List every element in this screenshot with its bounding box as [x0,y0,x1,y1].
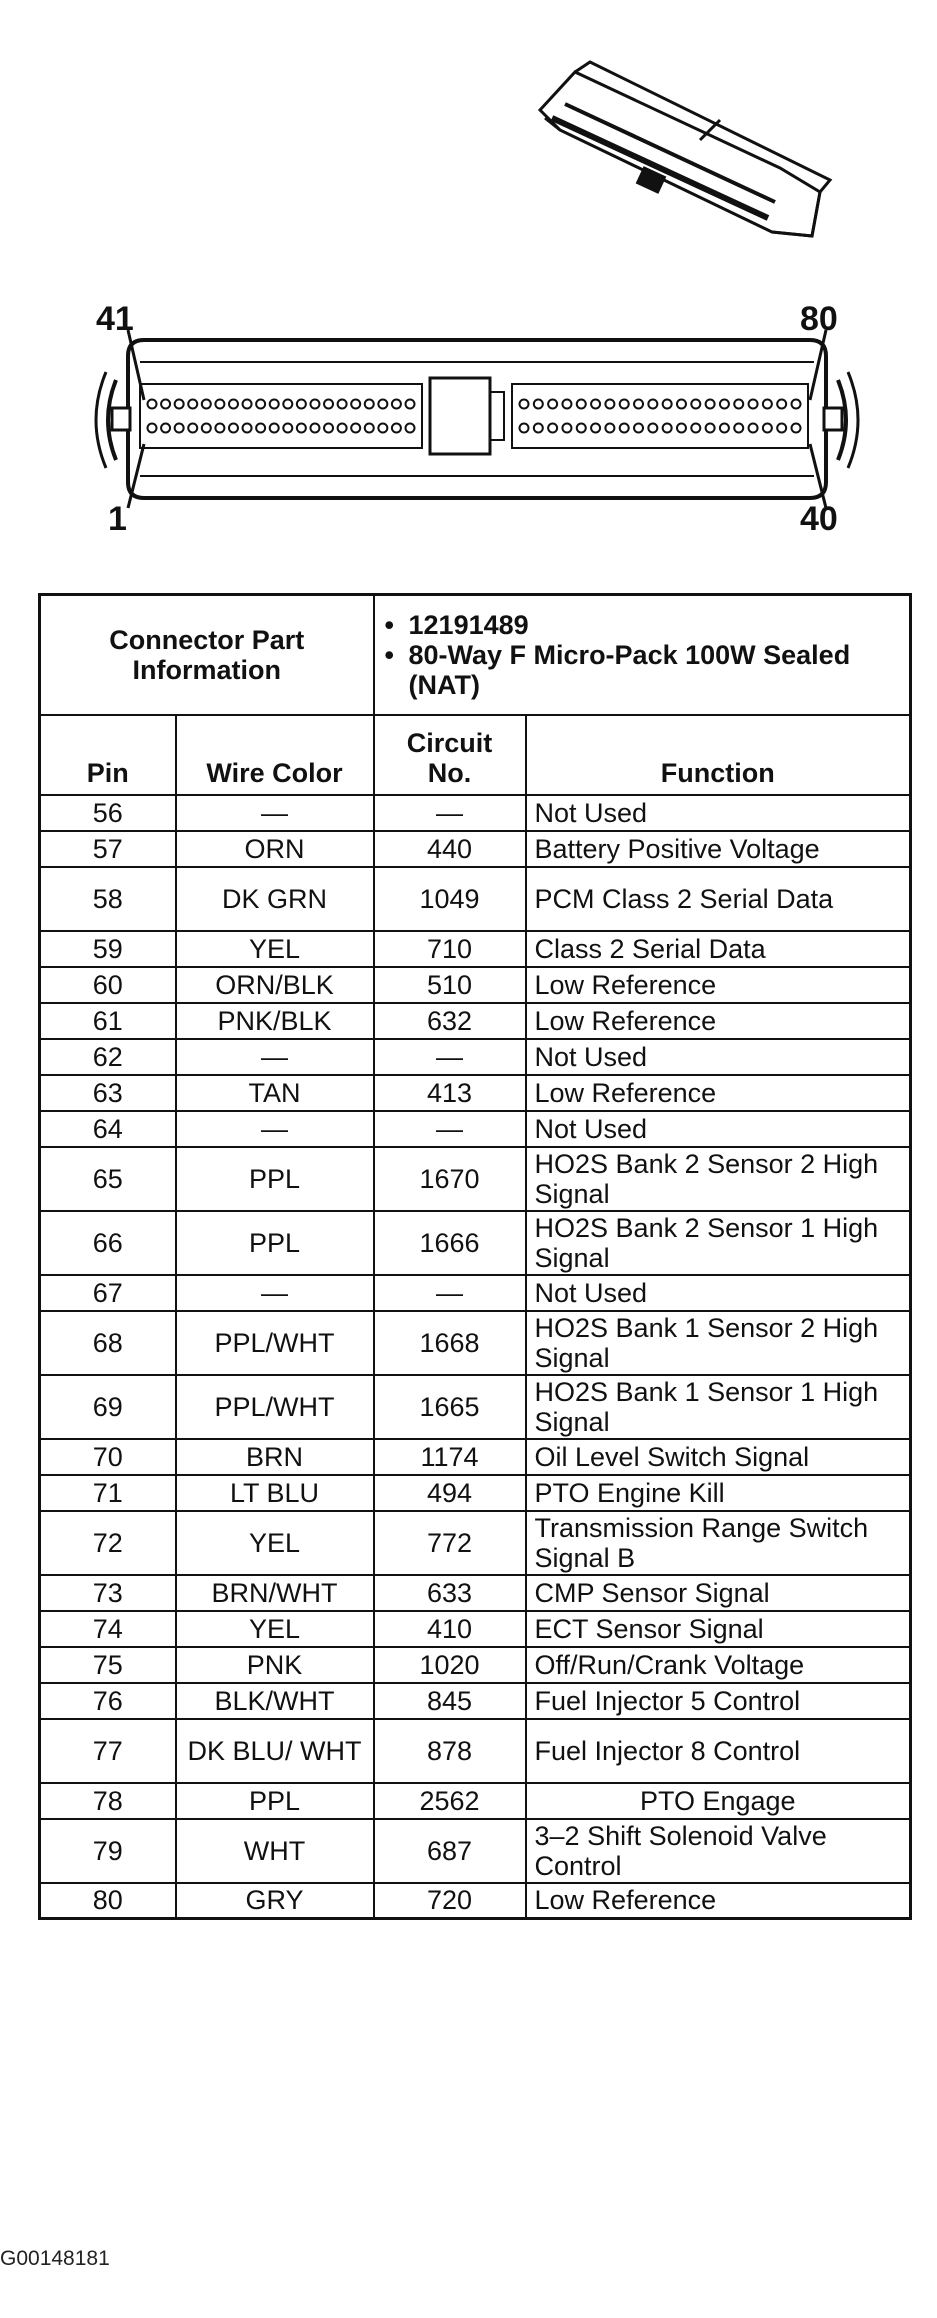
pin-socket [406,400,415,409]
col-header-pin: Pin [40,715,176,795]
circuit-no-cell: — [374,1039,526,1075]
wire-color-cell: ORN/BLK [176,967,374,1003]
function-cell: Low Reference [526,1003,911,1039]
figure-id: G00148181 [0,2247,110,2270]
pin-socket [749,400,758,409]
pin-socket [777,424,786,433]
function-cell: Battery Positive Voltage [526,831,911,867]
pin-array-right [520,400,801,433]
wire-color-cell: PPL [176,1783,374,1819]
pin-socket [591,424,600,433]
pin-cell: 63 [40,1075,176,1111]
pin-socket [634,424,643,433]
pin-socket [406,424,415,433]
wire-color-cell: PPL [176,1211,374,1275]
circuit-no-cell: 1668 [374,1311,526,1375]
pin-socket [297,424,306,433]
pin-socket [338,400,347,409]
pin-cell: 68 [40,1311,176,1375]
function-cell: HO2S Bank 2 Sensor 2 High Signal [526,1147,911,1211]
pin-cell: 60 [40,967,176,1003]
circuit-no-cell: 772 [374,1511,526,1575]
wire-color-cell: TAN [176,1075,374,1111]
table-row [40,1039,911,1075]
pin-socket [577,424,586,433]
wire-color-cell: PPL [176,1147,374,1211]
wire-color-cell: YEL [176,1511,374,1575]
pin-socket [734,424,743,433]
pin-cell: 66 [40,1211,176,1275]
connector-drawing [0,0,937,590]
pin-socket [283,400,292,409]
wire-color-cell: WHT [176,1819,374,1883]
pin-socket [161,400,170,409]
table-row [40,931,911,967]
pin-socket [605,424,614,433]
pin-socket [202,424,211,433]
pin-socket [749,424,758,433]
pin-socket [620,424,629,433]
circuit-no-cell: 494 [374,1475,526,1511]
table-row [40,1475,911,1511]
pin-socket [175,400,184,409]
pin-socket [175,424,184,433]
table-row [40,867,911,931]
circuit-no-cell: 2562 [374,1783,526,1819]
function-cell: Low Reference [526,1883,911,1919]
function-cell: Class 2 Serial Data [526,931,911,967]
pin-socket [648,424,657,433]
pin-label-1: 1 [108,500,127,538]
pin-socket [763,424,772,433]
pin-socket [734,400,743,409]
wire-color-cell: BRN/WHT [176,1575,374,1611]
pin-socket [310,400,319,409]
pin-socket [605,400,614,409]
pin-socket [706,424,715,433]
wire-color-cell: GRY [176,1883,374,1919]
function-cell: Low Reference [526,967,911,1003]
table-row [40,1819,911,1883]
function-cell: Off/Run/Crank Voltage [526,1647,911,1683]
circuit-no-cell: 440 [374,831,526,867]
wire-color-cell: — [176,1111,374,1147]
col-header-wire-color: Wire Color [176,715,374,795]
pin-cell: 72 [40,1511,176,1575]
table-header-info-row [40,595,911,715]
pin-cell: 62 [40,1039,176,1075]
connector-type-line: • 80-Way F Micro-Pack 100W Sealed (NAT) [385,640,900,700]
pin-socket [392,424,401,433]
pin-socket [663,400,672,409]
circuit-no-cell: 1049 [374,867,526,931]
pin-socket [392,400,401,409]
part-number-line: • 12191489 [384,609,529,640]
circuit-no-cell: 720 [374,1883,526,1919]
function-cell: Not Used [526,1111,911,1147]
table-row [40,1511,911,1575]
function-cell: ECT Sensor Signal [526,1611,911,1647]
pin-socket [148,400,157,409]
circuit-no-cell: 687 [374,1819,526,1883]
function-cell: Oil Level Switch Signal [526,1439,911,1475]
pin-socket [534,400,543,409]
table-row [40,1611,911,1647]
function-cell: PTO Engine Kill [526,1475,911,1511]
circuit-no-cell: 710 [374,931,526,967]
pin-socket [297,400,306,409]
pin-cell: 71 [40,1475,176,1511]
pin-socket [324,400,333,409]
pin-socket [365,400,374,409]
pin-socket [215,424,224,433]
pin-socket [691,400,700,409]
table-row [40,1647,911,1683]
table-column-header-row [40,715,911,795]
pin-socket [378,424,387,433]
circuit-no-cell: 633 [374,1575,526,1611]
pin-socket [202,400,211,409]
pin-socket [229,424,238,433]
pin-cell: 59 [40,931,176,967]
circuit-no-cell: 1020 [374,1647,526,1683]
table-row [40,1075,911,1111]
pin-cell: 58 [40,867,176,931]
connector-diagram [0,0,937,590]
pin-cell: 73 [40,1575,176,1611]
pin-label-40: 40 [800,500,838,538]
circuit-no-cell: — [374,1111,526,1147]
table-row [40,1683,911,1719]
pin-label-41: 41 [96,300,134,338]
function-cell: Fuel Injector 5 Control [526,1683,911,1719]
wire-color-cell: BLK/WHT [176,1683,374,1719]
table-row [40,1275,911,1311]
pin-socket [161,424,170,433]
pin-socket [243,424,252,433]
pin-socket [270,400,279,409]
wire-color-cell: ORN [176,831,374,867]
pin-cell: 56 [40,795,176,831]
wire-color-cell: PPL/WHT [176,1375,374,1439]
pin-cell: 78 [40,1783,176,1819]
part-number: 12191489 [408,609,529,640]
wire-color-cell: — [176,1275,374,1311]
col-header-circuit-no: Circuit No. [374,715,526,795]
function-cell: CMP Sensor Signal [526,1575,911,1611]
pin-socket [338,424,347,433]
wire-color-cell: PNK [176,1647,374,1683]
wire-color-cell: — [176,1039,374,1075]
pin-socket [648,400,657,409]
pin-socket [378,400,387,409]
table-row [40,1719,911,1783]
function-cell: HO2S Bank 1 Sensor 1 High Signal [526,1375,911,1439]
table-row [40,1439,911,1475]
table-body [40,795,911,1919]
table-row [40,1311,911,1375]
table-row [40,1111,911,1147]
pin-socket [677,400,686,409]
circuit-no-cell: 1666 [374,1211,526,1275]
pin-socket [229,400,238,409]
pin-socket [324,424,333,433]
pin-cell: 67 [40,1275,176,1311]
pin-socket [243,400,252,409]
pin-socket [148,424,157,433]
table-row [40,831,911,867]
pin-socket [577,400,586,409]
function-cell: Not Used [526,795,911,831]
circuit-no-cell: 410 [374,1611,526,1647]
pin-socket [310,424,319,433]
circuit-no-cell: — [374,795,526,831]
wire-color-cell: PPL/WHT [176,1311,374,1375]
wire-color-cell: BRN [176,1439,374,1475]
pin-socket [562,400,571,409]
pin-cell: 57 [40,831,176,867]
pin-socket [591,400,600,409]
pin-cell: 79 [40,1819,176,1883]
pin-cell: 61 [40,1003,176,1039]
pin-socket [677,424,686,433]
function-cell: HO2S Bank 1 Sensor 2 High Signal [526,1311,911,1375]
pin-cell: 65 [40,1147,176,1211]
circuit-no-cell: 1174 [374,1439,526,1475]
pin-socket [792,424,801,433]
function-cell: Transmission Range Switch Signal B [526,1511,911,1575]
function-cell: PTO Engage [526,1783,911,1819]
pin-socket [188,400,197,409]
pin-array-left [148,400,415,433]
function-cell: Fuel Injector 8 Control [526,1719,911,1783]
wire-color-cell: YEL [176,1611,374,1647]
function-cell: PCM Class 2 Serial Data [526,867,911,931]
table-row [40,1575,911,1611]
wire-color-cell: — [176,795,374,831]
col-header-function: Function [526,715,911,795]
pin-socket [256,424,265,433]
connector-part-info-label: Connector Part Information [40,595,374,715]
pin-socket [548,400,557,409]
pin-socket [562,424,571,433]
circuit-no-cell: 632 [374,1003,526,1039]
table-row [40,1147,911,1211]
pin-socket [351,400,360,409]
connector-part-info-values [374,595,911,715]
wire-color-cell: LT BLU [176,1475,374,1511]
pin-socket [365,424,374,433]
function-cell: Not Used [526,1275,911,1311]
pin-socket [283,424,292,433]
wire-color-cell: PNK/BLK [176,1003,374,1039]
pin-socket [520,424,529,433]
pin-socket [256,400,265,409]
connector-3d-view [540,62,830,236]
pin-socket [520,400,529,409]
connector-type: 80-Way F Micro-Pack 100W Sealed (NAT) [408,639,851,700]
pin-socket [792,400,801,409]
pin-cell: 75 [40,1647,176,1683]
pin-socket [620,400,629,409]
connector-pin-table [38,593,912,1920]
circuit-no-cell: 510 [374,967,526,1003]
table-row [40,1211,911,1275]
pin-cell: 77 [40,1719,176,1783]
pin-socket [720,424,729,433]
wire-color-cell: DK GRN [176,867,374,931]
pin-socket [188,424,197,433]
pin-cell: 76 [40,1683,176,1719]
table-row [40,1003,911,1039]
table-row [40,967,911,1003]
table-row [40,795,911,831]
function-cell: Not Used [526,1039,911,1075]
function-cell: Low Reference [526,1075,911,1111]
pin-socket [777,400,786,409]
wire-color-cell: YEL [176,931,374,967]
pin-cell: 80 [40,1883,176,1919]
pin-socket [691,424,700,433]
circuit-no-cell: 1670 [374,1147,526,1211]
pin-cell: 74 [40,1611,176,1647]
pin-socket [270,424,279,433]
pin-cell: 69 [40,1375,176,1439]
pin-socket [351,424,360,433]
circuit-no-cell: 878 [374,1719,526,1783]
pin-socket [548,424,557,433]
table-row [40,1783,911,1819]
pin-socket [634,400,643,409]
pin-socket [720,400,729,409]
circuit-no-cell: 845 [374,1683,526,1719]
pin-cell: 64 [40,1111,176,1147]
wire-color-cell: DK BLU/ WHT [176,1719,374,1783]
circuit-no-cell: 413 [374,1075,526,1111]
function-cell: HO2S Bank 2 Sensor 1 High Signal [526,1211,911,1275]
function-cell: 3–2 Shift Solenoid Valve Control [526,1819,911,1883]
pin-socket [706,400,715,409]
pin-label-80: 80 [800,300,838,338]
pin-socket [534,424,543,433]
pin-socket [663,424,672,433]
table-row [40,1883,911,1919]
pin-socket [763,400,772,409]
pin-cell: 70 [40,1439,176,1475]
circuit-no-cell: — [374,1275,526,1311]
circuit-no-cell: 1665 [374,1375,526,1439]
table-row [40,1375,911,1439]
pin-socket [215,400,224,409]
connector-face-view [96,330,858,508]
